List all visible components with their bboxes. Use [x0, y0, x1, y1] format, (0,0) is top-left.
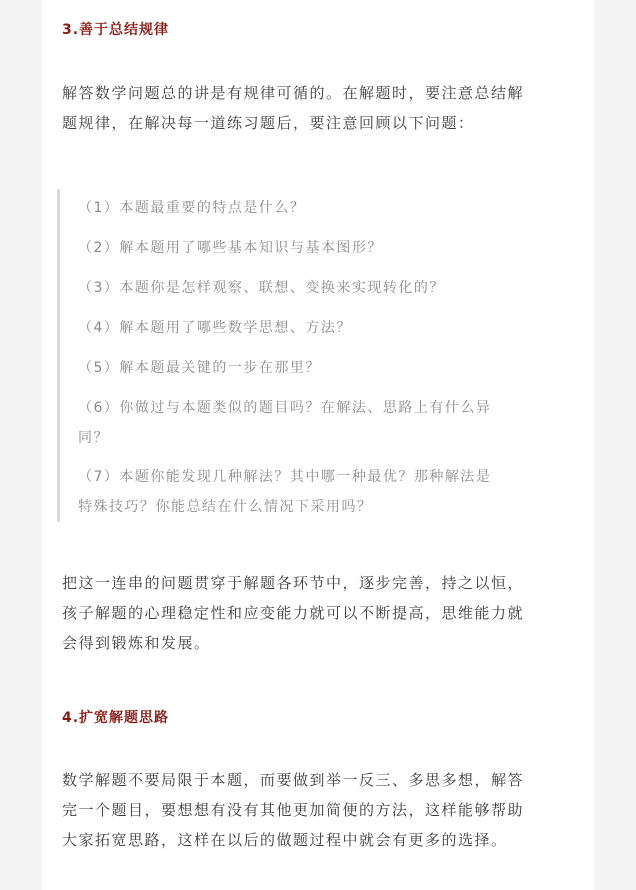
- paragraph-line: 孩子解题的心理稳定性和应变能力就可以不断提高，思维能力就: [62, 604, 525, 622]
- question-item-7: [78, 462, 578, 522]
- question-line: （1）本题最重要的特点是什么？: [78, 200, 306, 216]
- paragraph-line: 解答数学问题总的讲是有规律可循的。在解题时，要注意总结解: [62, 84, 525, 102]
- question-line: （5）解本题最关键的一步在那里？: [78, 360, 321, 376]
- paragraph-line: 数学解题不要局限于本题，而要做到举一反三、多思多想，解答: [62, 771, 525, 789]
- question-line: 特殊技巧？你能总结在什么情况下采用吗？: [78, 499, 373, 515]
- question-line: （7）本题你能发现几种解法？其中哪一种最优？那种解法是: [78, 469, 492, 485]
- question-line: （2）解本题用了哪些基本知识与基本图形？: [78, 240, 383, 256]
- paragraph-line: 完一个题目，要想想有没有其他更加简便的方法，这样能够帮助: [62, 801, 525, 819]
- question-line: （4）解本题用了哪些数学思想、方法？: [78, 320, 352, 336]
- question-item-2: [78, 233, 578, 263]
- paragraph-line: 会得到锻炼和发展。: [62, 634, 211, 652]
- question-item-6: [78, 393, 578, 453]
- section-4-body: [62, 765, 577, 855]
- section-3-heading: 3.善于总结规律: [62, 22, 170, 38]
- paragraph-line: 大家拓宽思路，这样在以后的做题过程中就会有更多的选择。: [62, 831, 508, 849]
- blockquote-bar: [57, 189, 60, 522]
- paragraph-line: 题规律，在解决每一道练习题后，要注意回顾以下问题：: [62, 114, 475, 132]
- question-line: （6）你做过与本题类似的题目吗？在解法、思路上有什么异: [78, 400, 492, 416]
- paragraph-line: 把这一连串的问题贯穿于解题各环节中，逐步完善，持之以恒，: [62, 574, 525, 592]
- section-4-heading: 4.扩宽解题思路: [62, 710, 170, 726]
- question-line: 同？: [78, 430, 109, 446]
- question-item-1: [78, 193, 578, 223]
- section-3-intro: [62, 78, 577, 138]
- question-item-3: [78, 273, 578, 303]
- summary-paragraph: [62, 568, 577, 658]
- question-line: （3）本题你是怎样观察、联想、变换来实现转化的？: [78, 280, 445, 296]
- question-item-4: [78, 313, 578, 343]
- question-item-5: [78, 353, 578, 383]
